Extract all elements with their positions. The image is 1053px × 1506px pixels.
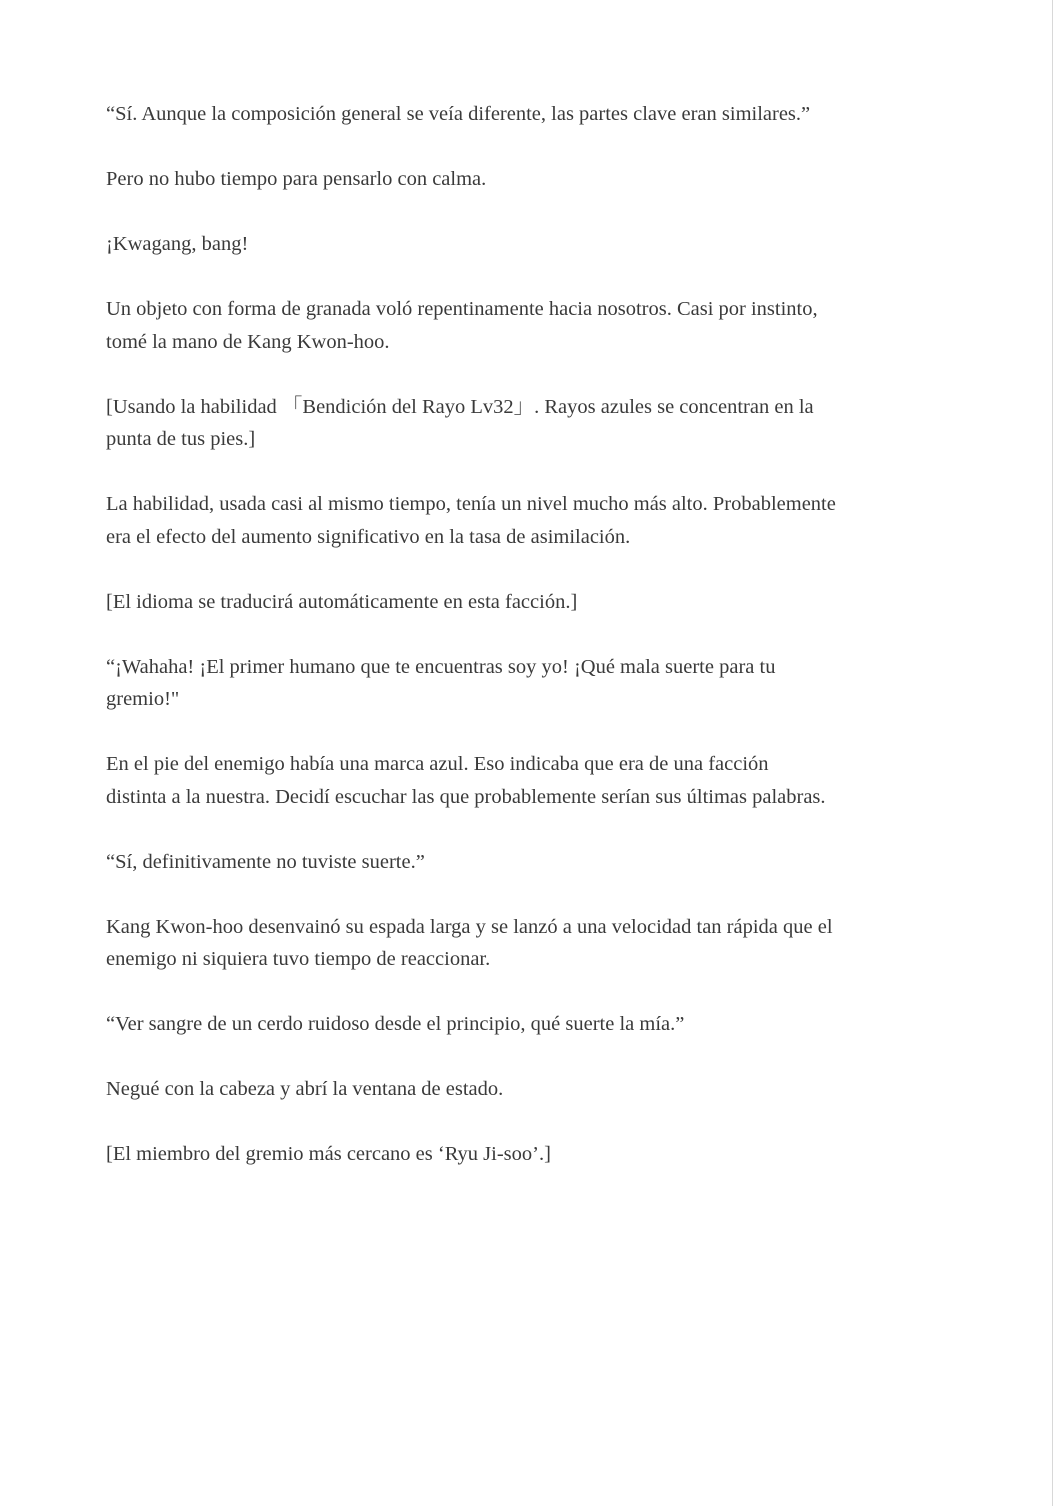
paragraph-5: [Usando la habilidad 「Bendición del Rayo Lv32」. Rayos azules se concentran en la punta de tus pies.]	[106, 395, 814, 450]
paragraph-10: “Sí, definitivamente no tuviste suerte.”	[106, 850, 425, 873]
paragraph-7: [El idioma se traducirá automáticamente en esta facción.]	[106, 590, 578, 613]
paragraph-9: En el pie del enemigo había una marca azul. Eso indicaba que era de una facción distinta a la nuestra. Decidí escuchar las que probablemente serían sus últimas palabras.	[106, 753, 826, 808]
paragraph-4: Un objeto con forma de granada voló repentinamente hacia nosotros. Casi por instinto, tomé la mano de Kang Kwon-hoo.	[106, 298, 818, 353]
paragraph-8: “¡Wahaha! ¡El primer humano que te encuentras soy yo! ¡Qué mala suerte para tu gremio!"	[106, 655, 776, 710]
paragraph-14: [El miembro del gremio más cercano es ‘Ryu Ji-soo’.]	[106, 1143, 551, 1165]
paragraph-1: “Sí. Aunque la composición general se veía diferente, las partes clave eran similares.”	[106, 103, 811, 125]
paragraph-13: Negué con la cabeza y abrí la ventana de estado.	[106, 1078, 504, 1100]
paragraph-3: ¡Kwagang, bang!	[106, 233, 249, 255]
paragraph-12: “Ver sangre de un cerdo ruidoso desde el principio, qué suerte la mía.”	[106, 1013, 685, 1035]
paragraph-6: La habilidad, usada casi al mismo tiempo, tenía un nivel mucho más alto. Probablemente era el efecto del aumento significativo en la tasa de asimilación.	[106, 493, 836, 548]
document-body	[106, 98, 951, 1203]
paragraph-11: Kang Kwon-hoo desenvainó su espada larga y se lanzó a una velocidad tan rápida que el enemigo ni siquiera tuvo tiempo de reaccionar.	[106, 915, 833, 970]
paragraph-2: Pero no hubo tiempo para pensarlo con calma.	[106, 168, 487, 190]
